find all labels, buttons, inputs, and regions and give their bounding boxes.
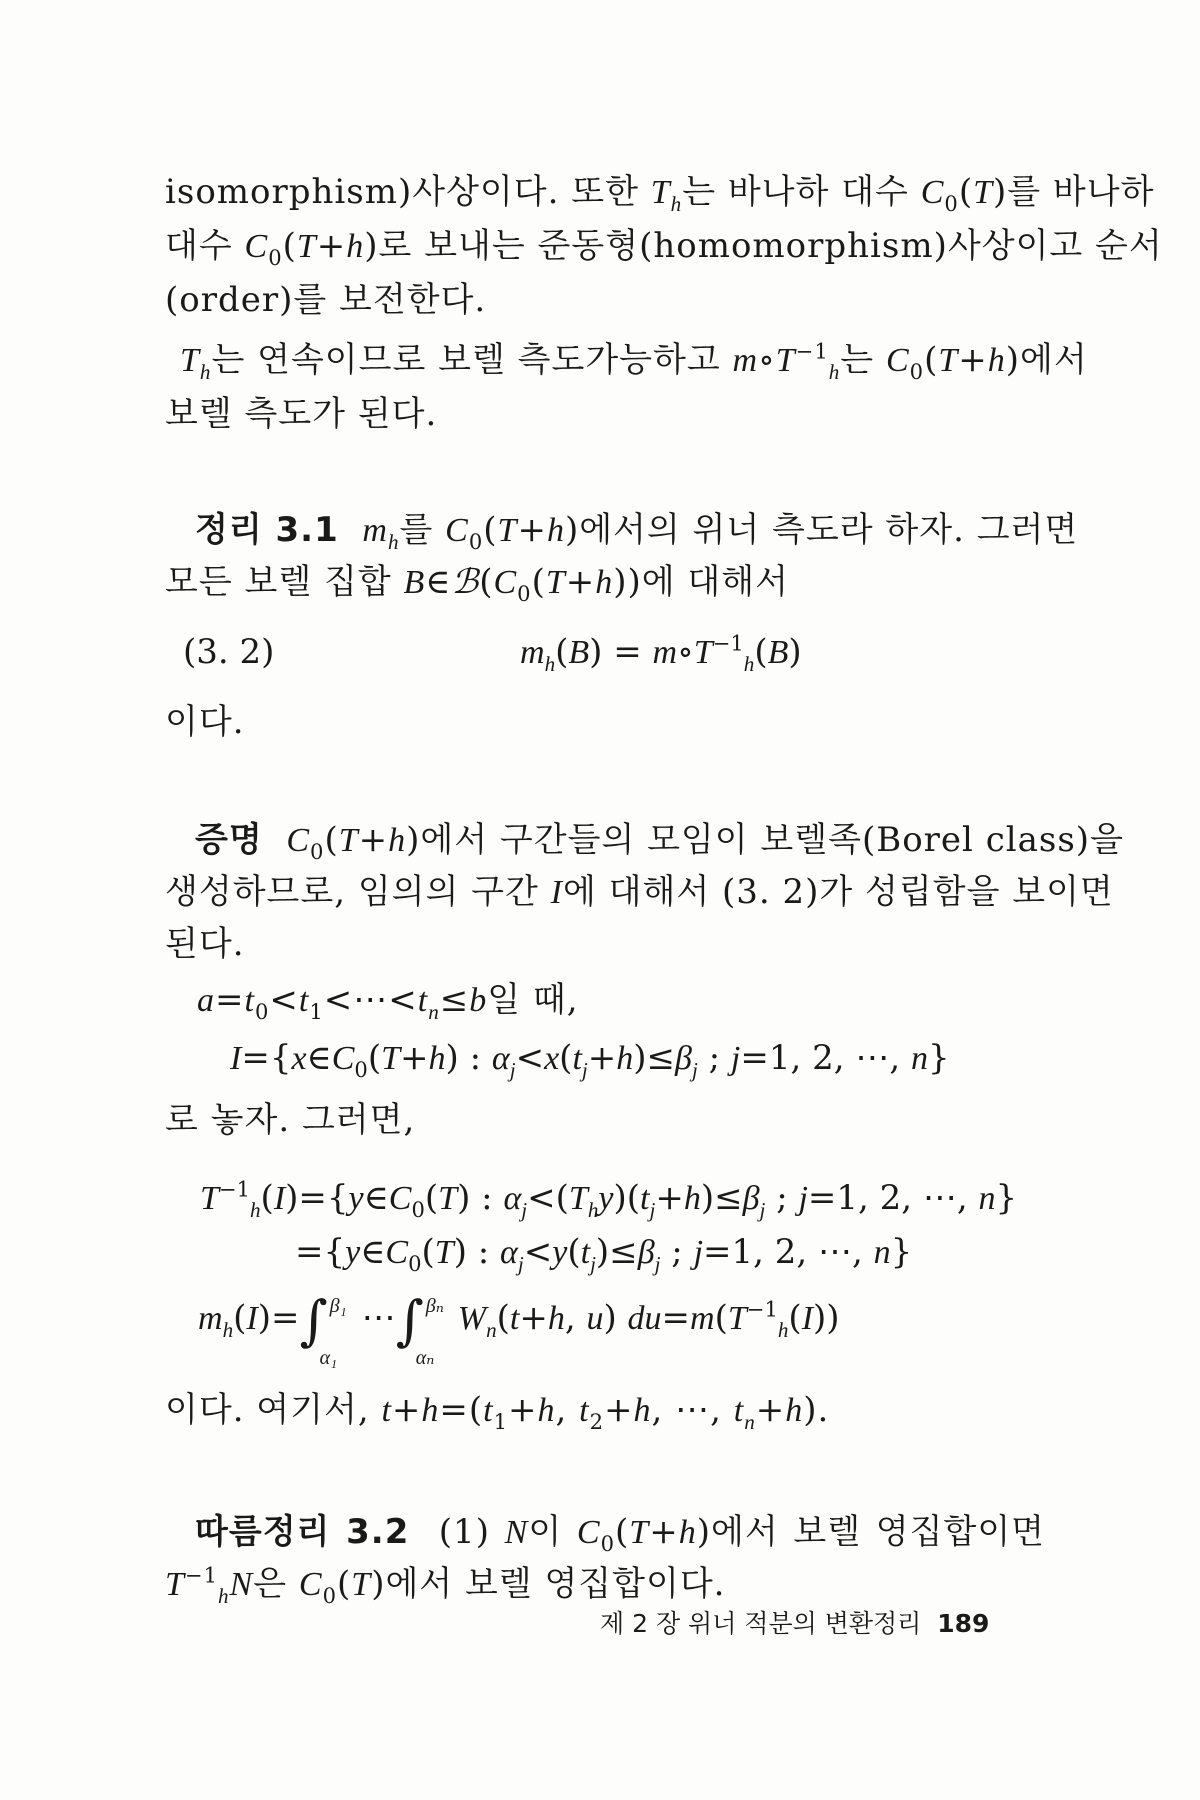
math-sub: 1	[493, 1408, 509, 1434]
text: +	[604, 1390, 634, 1430]
math-m: m	[520, 634, 545, 671]
math-sub: j	[590, 1251, 596, 1276]
text: }	[995, 1178, 1018, 1218]
text: +	[565, 562, 596, 602]
interval-definition	[230, 1036, 950, 1081]
para1-line2	[165, 224, 1163, 270]
integral-sign: ∫	[299, 1289, 328, 1352]
text: (	[958, 172, 974, 212]
math-T: T	[775, 342, 796, 379]
text: <	[515, 1038, 545, 1078]
text: )에서 보렐 영집합이면	[696, 1512, 1046, 1552]
math-circ: ∘	[758, 340, 776, 380]
text: +	[400, 1038, 429, 1078]
text: ) :	[445, 1038, 492, 1078]
text: =1, 2, ⋯,	[703, 1232, 874, 1272]
text: 일 때,	[487, 980, 579, 1020]
text: ≤	[439, 980, 470, 1020]
math-T: T	[351, 1566, 372, 1603]
text: =	[215, 980, 245, 1020]
math-t: t	[417, 982, 429, 1019]
math-sub: 0	[268, 244, 283, 270]
text: )={	[285, 1178, 349, 1218]
math-beta: β	[637, 1234, 655, 1271]
math-sub: j	[517, 1251, 524, 1276]
math-in: ∈	[360, 1232, 386, 1272]
math-sub: 0	[517, 580, 532, 606]
text: <⋯<	[323, 980, 418, 1020]
math-C: C	[576, 1514, 601, 1551]
math-N: N	[504, 1514, 529, 1551]
math-sub: 0	[310, 838, 325, 864]
text: )로 보내는 준동형(homomorphism)사상이고 순서	[364, 226, 1163, 266]
text: (	[479, 562, 494, 602]
text: )≤	[595, 1232, 638, 1272]
math-m: m	[652, 634, 678, 671]
math-C: C	[920, 174, 945, 211]
text: <	[523, 1232, 553, 1272]
math-in: ∈	[363, 1178, 389, 1218]
text: 모든 보렐 집합	[165, 562, 404, 602]
text: +	[649, 1512, 679, 1552]
math-m: m	[198, 1300, 223, 1337]
text: (	[282, 226, 297, 266]
text: )(	[613, 1178, 641, 1218]
math-sub: j	[509, 1057, 516, 1082]
math-sub: j	[654, 1251, 661, 1276]
math-y: y	[345, 1234, 361, 1271]
upper-limit: β₁	[329, 1295, 347, 1317]
math-b: b	[469, 982, 488, 1019]
math-circ: ∘	[677, 632, 694, 672]
integral-sign: ∫	[395, 1289, 424, 1352]
math-T: T	[938, 342, 959, 379]
math-n: n	[978, 1180, 996, 1217]
theorem-label: 정리 3.1	[195, 510, 339, 550]
proof-label: 증명	[195, 820, 263, 860]
math-sub: 0	[468, 528, 484, 554]
math-B: B	[568, 634, 590, 671]
math-C: C	[331, 1040, 355, 1077]
math-sub: h	[670, 191, 683, 216]
math-h: h	[633, 1392, 652, 1429]
math-h: h	[537, 1392, 556, 1429]
math-in: ∈	[306, 1038, 332, 1078]
math-sub: 0	[600, 1530, 616, 1556]
text: ))	[813, 1298, 840, 1338]
math-T: T	[438, 1180, 458, 1217]
text: 대수	[165, 226, 245, 266]
math-y: y	[552, 1234, 568, 1271]
math-T: T	[497, 512, 518, 549]
math-j: j	[798, 1180, 808, 1217]
text: +	[508, 1390, 538, 1430]
math-h: h	[683, 1180, 701, 1217]
math-T: T	[200, 1180, 219, 1217]
text: 생성하므로, 임의의 구간	[165, 872, 551, 912]
math-t: t	[509, 1300, 520, 1337]
math-t: t	[640, 1180, 650, 1217]
text: ;	[765, 1178, 799, 1218]
math-h: h	[987, 342, 1006, 379]
math-h: h	[547, 1300, 565, 1337]
text: ) :	[457, 1178, 504, 1218]
math-y: y	[598, 1180, 614, 1217]
text: +	[316, 226, 347, 266]
math-h: h	[428, 1040, 446, 1077]
math-C: C	[286, 822, 311, 859]
math-sub: 1	[309, 998, 324, 1024]
math-alpha: α	[491, 1040, 510, 1077]
integral-equation	[198, 1289, 840, 1369]
text: (order)를 보전한다.	[165, 280, 487, 320]
math-T: T	[338, 822, 359, 859]
text: 는 연속이므로 보렐 측도가능하고	[211, 340, 733, 380]
math-T: T	[693, 634, 713, 671]
math-I: I	[273, 1180, 286, 1217]
math-h: h	[346, 228, 365, 265]
math-t: t	[298, 982, 310, 1019]
math-a: a	[197, 982, 215, 1019]
math-sub: 2	[589, 1408, 605, 1434]
math-t: t	[381, 1392, 392, 1429]
text: =(	[439, 1390, 484, 1430]
math-beta: β	[675, 1040, 692, 1077]
math-calB: ℬ	[451, 564, 480, 601]
math-h: h	[546, 512, 565, 549]
text: (	[788, 1298, 802, 1338]
text: )에서	[1005, 340, 1088, 380]
math-h: h	[595, 564, 614, 601]
upper-limit: βₙ	[425, 1295, 444, 1317]
text: ) :	[453, 1232, 501, 1272]
text: (	[555, 632, 569, 672]
math-sub: h	[828, 359, 841, 384]
math-T: T	[545, 564, 566, 601]
theorem-line2	[165, 560, 1045, 605]
math-y: y	[348, 1180, 364, 1217]
math-sub: h	[387, 529, 400, 554]
para2-line2	[165, 392, 1045, 436]
math-C: C	[885, 342, 910, 379]
text: +	[755, 1390, 786, 1430]
text: (	[754, 632, 768, 672]
math-C: C	[244, 228, 269, 265]
equation-number: (3. 2)	[183, 632, 275, 672]
text: ))에 대해서	[613, 562, 789, 602]
math-t: t	[733, 1392, 745, 1429]
text: +	[519, 1298, 548, 1338]
math-sub: 0	[411, 1196, 425, 1222]
math-h: h	[678, 1514, 697, 1551]
math-du: du	[627, 1300, 662, 1337]
math-T: T	[629, 1514, 650, 1551]
math-I: I	[550, 874, 563, 911]
text: ;	[660, 1232, 694, 1272]
math-x: x	[291, 1040, 307, 1077]
text: ) =	[589, 632, 653, 672]
text: )에서 구간들의 모임이 보렐족(Borel class)을	[406, 820, 1124, 860]
math-B: B	[403, 564, 426, 601]
math-T: T	[568, 1180, 588, 1217]
math-C: C	[298, 1566, 323, 1603]
text: (	[337, 1564, 352, 1604]
math-sub: n	[486, 1317, 497, 1342]
text: , ⋯,	[651, 1390, 734, 1430]
text: }	[890, 1232, 913, 1272]
math-sub: j	[759, 1197, 766, 1222]
text: 은	[253, 1564, 299, 1604]
math-C: C	[388, 1180, 412, 1217]
math-j: j	[730, 1040, 741, 1077]
math-sub: h	[743, 651, 755, 676]
math-T: T	[381, 1040, 401, 1077]
math-sub: 0	[909, 358, 925, 384]
math-alpha: α	[500, 1234, 518, 1271]
text: 는 바나하 대수	[682, 172, 921, 212]
math-sub: j	[691, 1057, 698, 1082]
text: ,	[555, 1390, 580, 1430]
math-sub: h	[250, 1197, 261, 1222]
text: +	[358, 820, 389, 860]
text: (	[531, 562, 546, 602]
inverse-image-line1	[200, 1176, 1017, 1221]
math-x: x	[544, 1040, 560, 1077]
math-I: I	[246, 1300, 258, 1337]
text: =1, 2, ⋯,	[740, 1038, 911, 1078]
text: (	[424, 1178, 439, 1218]
math-T: T	[650, 174, 671, 211]
math-t: t	[580, 1234, 591, 1271]
math-T: T	[973, 174, 993, 211]
theorem-line1	[195, 508, 1079, 554]
theorem-end	[165, 700, 1045, 744]
text: ).	[803, 1390, 830, 1430]
math-m: m	[362, 512, 388, 549]
math-T: T	[296, 228, 317, 265]
text: )≤	[700, 1178, 743, 1218]
page-number: 189	[937, 1609, 990, 1638]
text: +	[391, 1390, 422, 1430]
text: (	[567, 1232, 581, 1272]
text: (	[260, 1178, 274, 1218]
math-u: u	[586, 1300, 604, 1337]
math-t: t	[572, 1040, 582, 1077]
math-C: C	[385, 1234, 409, 1271]
math-t: t	[244, 982, 255, 1019]
text: )를 바나하	[993, 172, 1155, 212]
text: isomorphism)사상이다. 또한	[165, 172, 651, 212]
math-sub: 0	[944, 190, 959, 216]
text: (	[421, 1232, 435, 1272]
text: (	[367, 1038, 382, 1078]
text: (	[615, 1512, 630, 1552]
math-I: I	[801, 1300, 814, 1337]
para1-line3	[165, 278, 1045, 322]
math-sub: h	[587, 1197, 599, 1222]
text: (	[483, 510, 498, 550]
math-sub: 0	[254, 998, 270, 1024]
math-m: m	[732, 342, 759, 379]
text: ={	[241, 1038, 292, 1078]
math-m: m	[690, 1300, 715, 1337]
math-sub: h	[218, 1583, 230, 1608]
math-h: h	[388, 822, 407, 859]
math-sub: n	[428, 999, 440, 1024]
math-n: n	[910, 1040, 928, 1077]
math-sub: h	[777, 1317, 789, 1342]
math-T: T	[434, 1234, 454, 1271]
integral-limits	[319, 1295, 362, 1369]
text: )에서 보렐 영집합이다.	[371, 1564, 726, 1604]
corollary-line1	[195, 1510, 1045, 1555]
math-sub: j	[649, 1197, 656, 1222]
math-sup: −1	[218, 1176, 250, 1202]
text: )	[788, 632, 802, 672]
text: +	[958, 340, 988, 380]
math-T: T	[165, 1566, 185, 1603]
math-T: T	[180, 342, 200, 379]
math-sub: h	[544, 651, 556, 676]
text: )=	[257, 1298, 300, 1338]
text: 에 대해서 (3. 2)가 성립함을 보이면	[563, 872, 1114, 912]
math-sub: n	[744, 1409, 756, 1434]
math-h: h	[421, 1392, 440, 1429]
text: 를	[399, 510, 446, 550]
text: (	[924, 340, 939, 380]
math-N: N	[229, 1566, 254, 1603]
text: )에서의 위너 측도라 하자. 그러면	[564, 510, 1079, 550]
text: ,	[564, 1298, 587, 1338]
math-sub: 0	[408, 1250, 422, 1276]
chapter-title: 제 2 장 위너 적분의 변환정리	[600, 1609, 922, 1638]
math-h: h	[616, 1040, 634, 1077]
text: )	[603, 1298, 628, 1338]
math-in: ∈	[425, 562, 452, 602]
equation-3-2	[520, 630, 802, 675]
proof-line2	[165, 870, 1114, 915]
text: (	[714, 1298, 728, 1338]
text: +	[517, 510, 547, 550]
proof-condition	[197, 978, 1077, 1023]
corollary-line2	[165, 1562, 1045, 1607]
text: 이다. 여기서,	[165, 1390, 382, 1430]
lower-limit: αₙ	[415, 1347, 435, 1369]
proof-line3	[165, 922, 1045, 966]
math-sub: h	[222, 1317, 234, 1342]
math-j: j	[693, 1234, 704, 1271]
math-W: W	[457, 1300, 487, 1337]
text: (1)	[438, 1512, 505, 1552]
math-sub: j	[521, 1197, 528, 1222]
text: +	[587, 1038, 617, 1078]
proof-line1	[195, 818, 1124, 864]
lower-limit: α₁	[319, 1347, 338, 1369]
math-t: t	[579, 1392, 590, 1429]
math-sup: −1	[184, 1562, 218, 1588]
text: <(	[527, 1178, 569, 1218]
math-C: C	[445, 512, 469, 549]
text: (	[324, 820, 339, 860]
text: (	[559, 1038, 573, 1078]
math-sub: h	[199, 359, 212, 384]
math-beta: β	[742, 1180, 760, 1217]
math-sup: −1	[795, 338, 829, 364]
math-alpha: α	[503, 1180, 522, 1217]
math-h: h	[785, 1392, 804, 1429]
math-sup: −1	[712, 630, 744, 656]
math-C: C	[493, 564, 518, 601]
math-sub: 0	[354, 1056, 368, 1082]
text: 된다.	[165, 924, 245, 964]
math-n: n	[873, 1234, 891, 1271]
text: =1, 2, ⋯,	[807, 1178, 979, 1218]
text: ={	[295, 1232, 346, 1272]
text: )≤	[633, 1038, 676, 1078]
integral-limits	[415, 1295, 458, 1369]
math-sub: 0	[322, 1582, 337, 1608]
text: 는	[840, 340, 886, 380]
proof-let	[165, 1098, 1045, 1142]
text: (	[233, 1298, 247, 1338]
math-I: I	[230, 1040, 242, 1077]
math-sub: j	[581, 1057, 588, 1082]
text: ;	[697, 1038, 731, 1078]
text: =	[661, 1298, 691, 1338]
para2-line1	[180, 338, 1088, 384]
para1-line1	[165, 170, 1155, 216]
page-footer	[600, 1604, 989, 1640]
math-B: B	[767, 634, 789, 671]
text: 이	[528, 1512, 577, 1552]
text: ⋯	[361, 1298, 396, 1338]
text: +	[655, 1178, 684, 1218]
corollary-label: 따름정리 3.2	[195, 1512, 410, 1552]
text: 이다.	[165, 702, 245, 742]
proof-where	[165, 1388, 1045, 1433]
math-T: T	[727, 1300, 747, 1337]
text: 보렐 측도가 된다.	[165, 394, 438, 434]
text: }	[927, 1038, 950, 1078]
math-sup: −1	[746, 1296, 778, 1322]
text: <	[269, 980, 299, 1020]
text: (	[496, 1298, 510, 1338]
text: 로 놓자. 그러면,	[165, 1100, 416, 1140]
math-t: t	[483, 1392, 494, 1429]
inverse-image-line2	[295, 1230, 912, 1275]
